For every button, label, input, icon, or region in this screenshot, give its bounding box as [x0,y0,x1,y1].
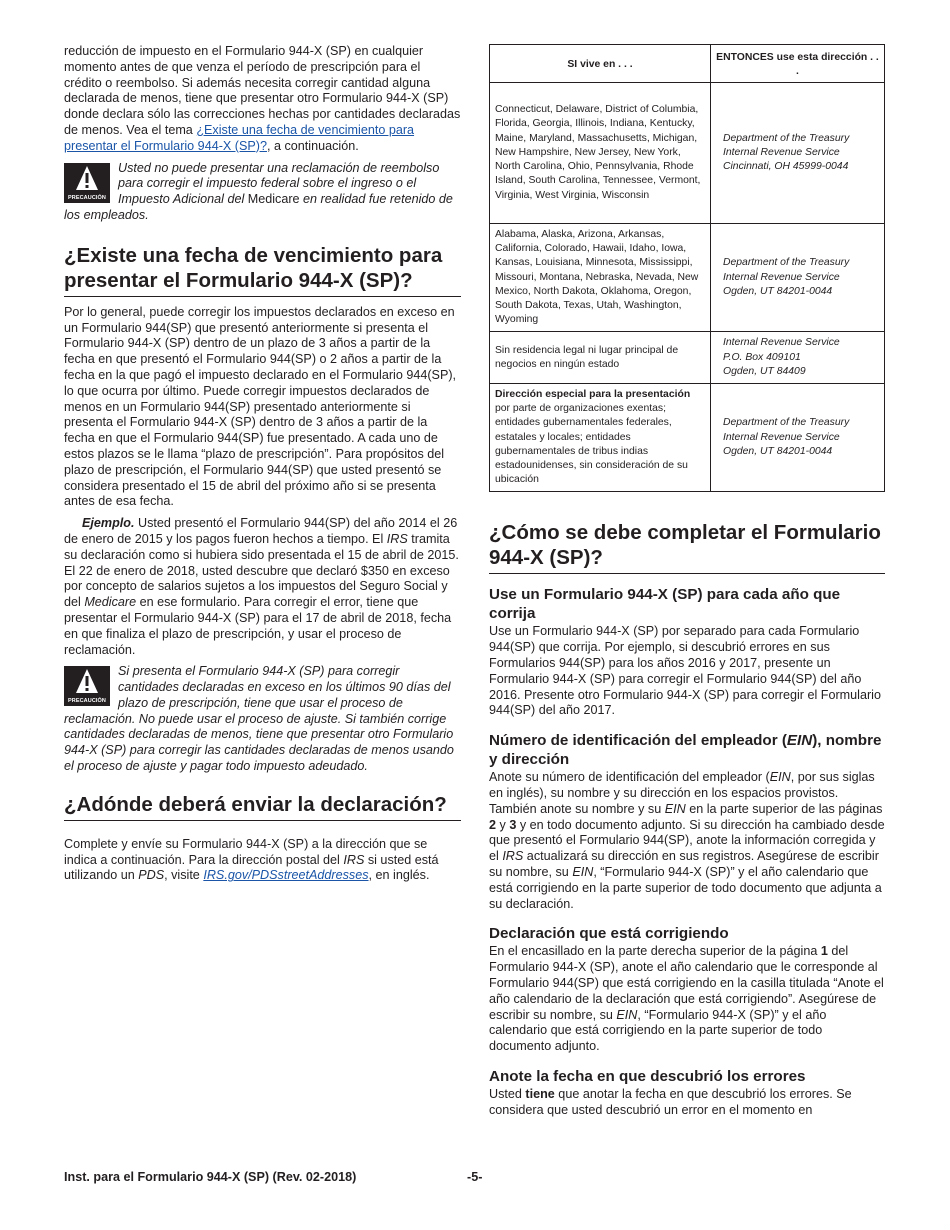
intro-paragraph: reducción de impuesto en el Formulario 944-X (SP) en cualquier momento antes de que venza el período de prescripción para el crédito o reembolso. Si además necesita corregir cantidad alguna declarada de menos, tiene que presentar otro Formulario 944-X (SP) donde declara sólo las correcciones hechas por cantidades declaradas de menos. Vea el tema ¿Existe una fecha de vencimiento para presentar el Formulario 944-X (SP)?, a continuación. [64,44,461,153]
pds-link[interactable]: IRS.gov/PDSstreetAddresses [203,868,369,883]
table-header-address: ENTONCES use esta dirección . . . [711,45,885,83]
page-footer [64,1170,885,1184]
page-number: -5- [467,1170,483,1184]
subheading-ein: Número de identificación del empleador (EIN), nombre y dirección [489,732,882,769]
caution-note-2: PRECAUCIÓN Si presenta el Formulario 944-X (SP) para corregir cantidades declaradas en exceso en los últimos 90 días del plazo de prescripción, tiene que usar el proceso de reclamación. No puede usar el proceso de ajuste. Si también corrige cantidades declaradas de menos, tiene que presentar otro Formulario 944-X (SP) para corregir las cantidades declaradas de menos usando el proceso de ajuste y pagar todo impuesto adeudado. [64,664,454,774]
heading-due-date: ¿Existe una fecha de vencimiento para presentar el Formulario 944-X (SP)? [64,243,461,297]
due-date-paragraph: Por lo general, puede corregir los impuestos declarados en exceso en un Formulario 944(SP) que presentó anteriormente si presenta el Formulario 944-X (SP) dentro de un plazo de 3 años a partir de la fecha en que presentó el Formulario 944(SP) o 2 años a partir de la fecha en la que pagó el impuesto declarado en el Formulario 944(SP), lo que ocurra por último. Puede corregir impuestos declarados de menos en un Formulario 944(SP) presentado anteriormente si presenta el Formulario 944-X (SP) dentro de 3 años a partir de la fecha en que el Formulario 944(SP) fue presentado. A cada uno de estos plazos se le llama “plazo de prescripción”. Para propósitos del plazo de prescripción, el Formulario 944(SP) que usted presentó se considera presentado el 15 de abril del próximo año si se presenta antes de esa fecha. [64,304,457,509]
send-paragraph: Complete y envíe su Formulario 944-X (SP) a la dirección que se indica a continuación. Para la dirección postal del IRS si usted está utilizando un PDS, visite IRS.gov/PDSstreetAddresses, en inglés. [64,836,439,883]
each-year-paragraph: Use un Formulario 944-X (SP) por separado para cada Formulario 944(SP) que corrija. Por ejemplo, si descubrió errores en sus Formularios 944(SP) para los años 2016 y 2017, presente un Formulario 944-X (SP) para corregir el Formulario 944(SP) del año 2016. Presente otro Formulario 944-X (SP) para corregir el Formulario 944(SP) del año 2017. [489,624,881,718]
subheading-date-discovered: Anote la fecha en que descubrió los errores [489,1067,806,1085]
caution-icon: PRECAUCIÓN [64,666,110,706]
table-row: Dirección especial para la presentación por parte de organizaciones exentas; entidades gubernamentales federales, estatales y locales; entidades gubernamentales de tribus indias estadounidenses, sin consideración de su ubicación Department of the Treasury Internal Revenue Service Ogden, UT 84201-0044 [490,384,885,492]
table-header-state: SI vive en . . . [490,45,711,83]
ein-paragraph: Anote su número de identificación del empleador (EIN, por sus siglas en inglés), su nombre y su dirección en los espacios provistos. También anote su nombre y su EIN en la parte superior de las páginas 2 y 3 y en todo documento adjunto. Si su dirección ha cambiado desde que presentó el Formulario 944(SP), anote la información corregida y el IRS actualizará su dirección en sus registros. Asegúrese de escribir su nombre, su EIN, “Formulario 944-X (SP)” y el año calendario que está corrigiendo en la parte superior de todo documento que adjunta a su declaración. [489,770,885,911]
table-row: Sin residencia legal ni lugar principal de negocios en ningún estado Internal Revenue Service P.O. Box 409101 Ogden, UT 84409 [490,332,885,384]
caution-note-1: PRECAUCIÓN Usted no puede presentar una reclamación de reembolso para corregir el impuesto federal sobre el ingreso o el Impuesto Adicional del Medicare en realidad fue retenido de los empleados. [64,160,453,222]
left-column [64,44,461,884]
date-discovered-paragraph: Usted tiene que anotar la fecha en que descubrió los errores. Se considera que usted descubrió un error en el momento en [489,1086,852,1117]
caution-icon: PRECAUCIÓN [64,163,110,203]
due-date-link[interactable]: ¿Existe una fecha de vencimiento para presentar el Formulario 944-X (SP)? [64,122,415,153]
heading-send: ¿Adónde deberá enviar la declaración? [64,792,461,821]
heading-how-to-complete: ¿Cómo se debe completar el Formulario 944-X (SP)? [489,520,885,574]
subheading-return-correcting: Declaración que está corrigiendo [489,925,729,943]
right-column [489,44,885,1119]
table-row: Connecticut, Delaware, District of Columbia, Florida, Georgia, Illinois, Indiana, Kentucky, Maine, Maryland, Massachusetts, Michigan, New Hampshire, New Jersey, New York, North Carolina, Ohio, Pennsylvania, Rhode Island, South Carolina, Tennessee, Vermont, Virginia, West Virginia, Wisconsin Department of the Treasury Internal Revenue Service Cincinnati, OH 45999-0044 [490,83,885,224]
return-correcting-paragraph: En el encasillado en la parte derecha superior de la página 1 del Formulario 944-X (SP), anote el año calendario que le corresponde al Formulario 944(SP) que está corrigiendo en la casilla titulada “Anote el año calendario de la declaración que está corrigiendo”. Asegúrese de escribir su nombre, su EIN, “Formulario 944-X (SP)” y el año calendario que está corrigiendo en la parte superior de todo documento adjunto. [489,944,884,1054]
table-row: Alabama, Alaska, Arizona, Arkansas, California, Colorado, Hawaii, Idaho, Iowa, Kansas, Louisiana, Minnesota, Mississippi, Missouri, Montana, Nebraska, Nevada, New Mexico, North Dakota, Oklahoma, Oregon, South Dakota, Texas, Utah, Washington, Wyoming Department of the Treasury Internal Revenue Service Ogden, UT 84201-0044 [490,224,885,332]
subheading-each-year: Use un Formulario 944-X (SP) para cada año que corrija [489,586,841,623]
address-table [489,44,885,492]
example-paragraph: Ejemplo. Usted presentó el Formulario 944(SP) del año 2014 el 26 de enero de 2015 y los pagos fueron hechos a tiempo. El IRS tramita su declaración como si hubiera sido presentada el 15 de abril de 2015. El 22 de enero de 2018, usted descubre que declaró $350 en exceso por concepto de salarios sujetos a los impuestos del Seguro Social y del Medicare en ese formulario. Para corregir el error, tiene que presentar el Formulario 944-X (SP) para el 17 de abril de 2018, fecha en que finaliza el plazo de prescripción, y usar el proceso de reclamación. [64,516,459,657]
footer-title: Inst. para el Formulario 944-X (SP) (Rev. 02-2018) [64,1170,357,1184]
